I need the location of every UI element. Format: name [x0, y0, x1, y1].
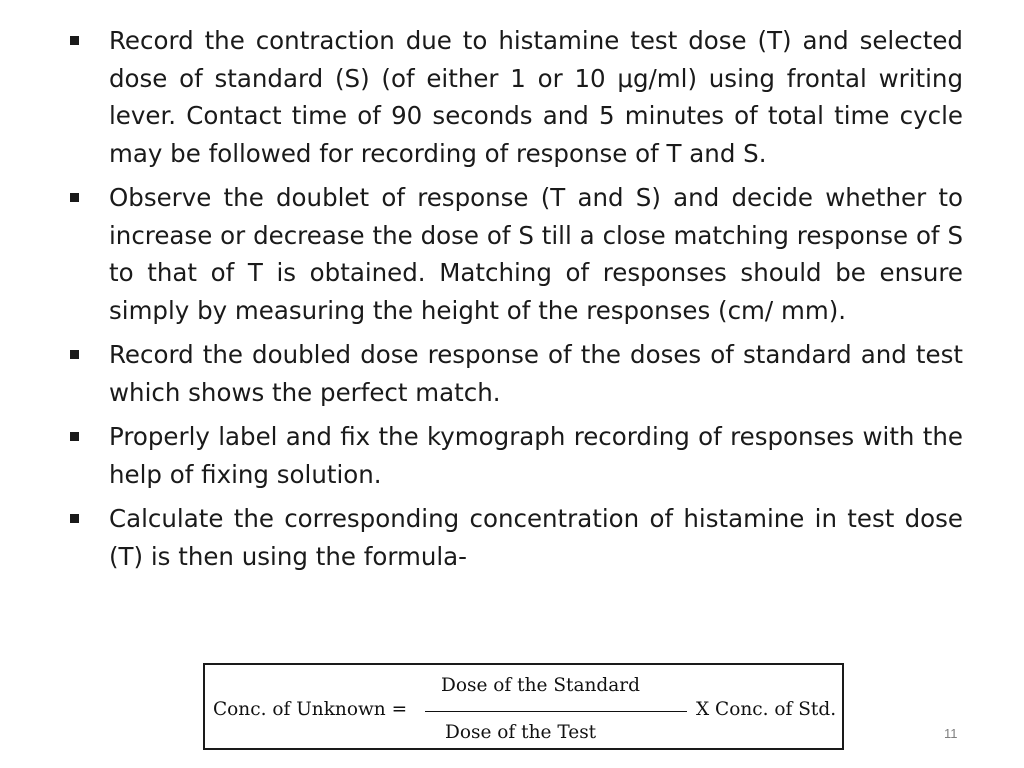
fraction-bar: [425, 711, 687, 712]
bullet-item: [70, 418, 963, 493]
bullet-item: [70, 179, 963, 329]
bullet-item: [70, 336, 963, 411]
formula-denominator: Dose of the Test: [445, 722, 597, 743]
page-number: 11: [944, 726, 958, 741]
square-bullet-icon: [70, 193, 79, 202]
formula-lhs: Conc. of Unknown =: [213, 699, 408, 720]
bullet-text: Calculate the corresponding concentration of histamine in test dose (T) is then using the formula-: [109, 504, 963, 571]
formula-rhs: X Conc. of Std.: [696, 699, 837, 720]
square-bullet-icon: [70, 432, 79, 441]
bullet-item: [70, 22, 963, 172]
bullet-text: Observe the doublet of response (T and S) and decide whether to increase or decrease the dose of S till a close matching response of S to that of T is obtained. Matching of responses should be ensure simply by measuring the height of the responses (cm/ mm).: [109, 183, 963, 325]
square-bullet-icon: [70, 36, 79, 45]
formula-numerator: Dose of the Standard: [441, 675, 640, 696]
bullet-text: Record the contraction due to histamine test dose (T) and selected dose of standard (S) (of either 1 or 10 μg/ml) using frontal writing lever. Contact time of 90 seconds and 5 minutes of total time cycle may be followed for recording of response of T and S.: [109, 26, 963, 168]
bullet-list: [70, 22, 963, 582]
square-bullet-icon: [70, 514, 79, 523]
square-bullet-icon: [70, 350, 79, 359]
formula-box: [203, 663, 844, 750]
bullet-text: Properly label and fix the kymograph recording of responses with the help of fixing solution.: [109, 422, 963, 489]
bullet-item: [70, 500, 963, 575]
bullet-text: Record the doubled dose response of the doses of standard and test which shows the perfect match.: [109, 340, 963, 407]
